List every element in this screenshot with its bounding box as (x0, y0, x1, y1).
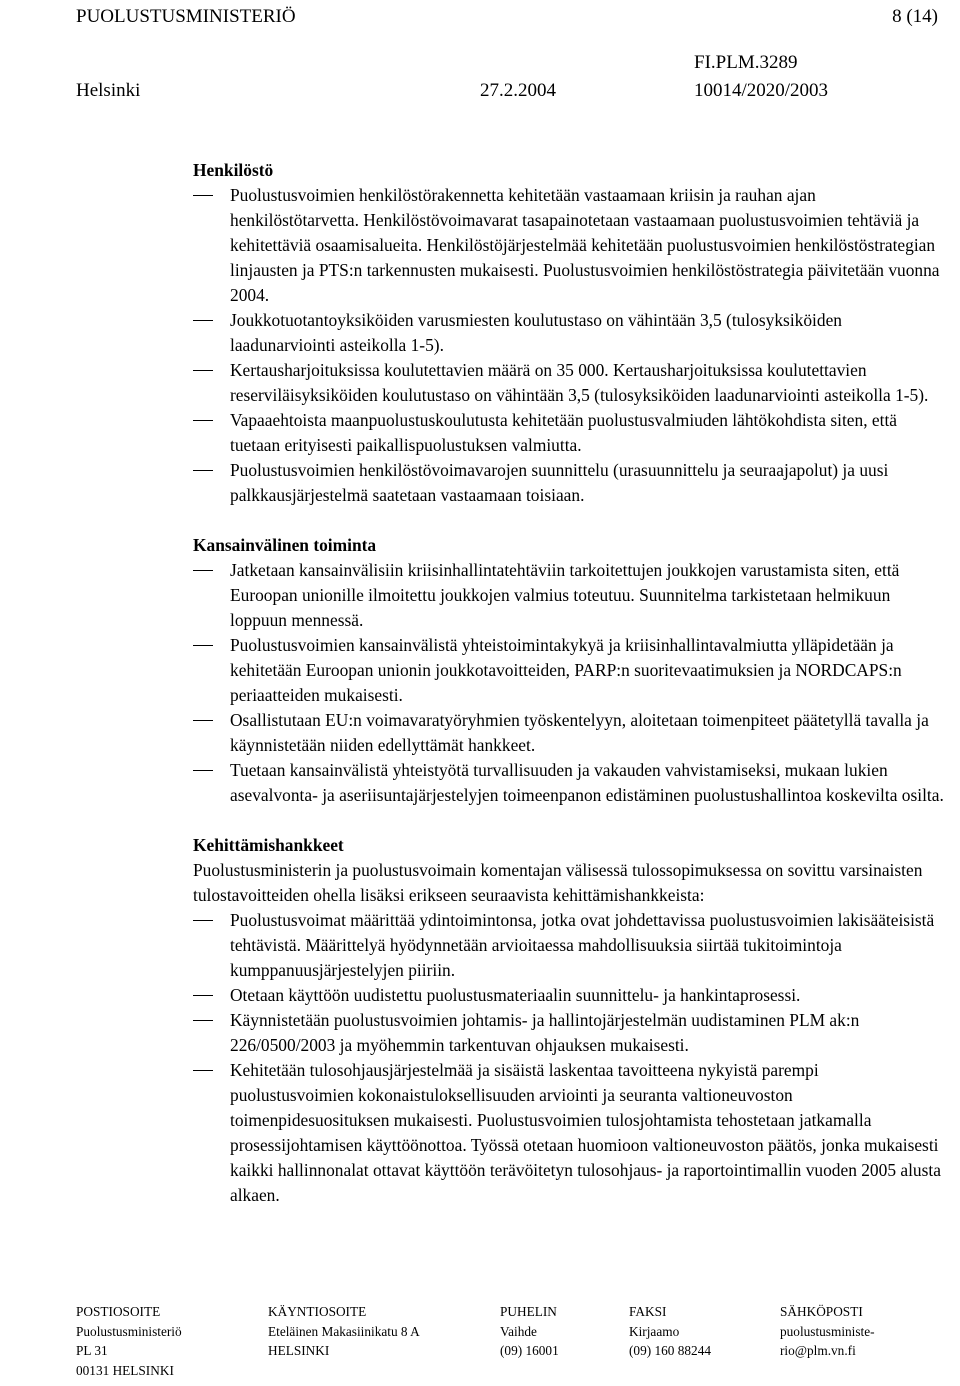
footer-value: puolustusministe- (780, 1323, 875, 1339)
list-item: Joukkotuotantoyksiköiden varusmiesten koulutustaso on vähintään 3,5 (tulosyksiköiden laadunarviointi asteikolla 1-5). (193, 308, 945, 358)
section-kehittamishankkeet (193, 833, 945, 1208)
footer-value: Puolustusministeriö (76, 1323, 182, 1339)
footer-label: SÄHKÖPOSTI (780, 1304, 863, 1319)
list-item: Puolustusvoimien henkilöstörakennetta kehitetään vastaamaan kriisin ja rauhan ajan henkilöstötarvetta. Henkilöstövoimavarat tasapainotetaan vastaamaan puolustusvoimien tehtäviä ja kehitettäviä osaamisalueita. Henkilöstöjärjestelmää kehitetään puolustusvoimien henkilöstöstrategian linjausten ja PTS:n tarkennusten mukaisesti. Puolustusvoimien henkilöstöstrategia päivitetään vuonna 2004. (193, 183, 945, 308)
document-number: 10014/2020/2003 (694, 80, 829, 101)
footer-label: PUHELIN (500, 1304, 557, 1319)
bullet-list (193, 908, 945, 1208)
footer-label: KÄYNTIOSOITE (268, 1304, 367, 1319)
footer-phone (500, 1302, 559, 1361)
footer-fax (629, 1302, 711, 1361)
list-item: Puolustusvoimat määrittää ydintoimintonsa, jotka ovat johdettavissa puolustusvoimien lakisääteisistä tehtävistä. Määrittelyä hyödynnetään arvioitaessa mahdollisuuksia siirtää tukitoimintoja kumppanuusjärjestelyjen piiriin. (193, 908, 945, 983)
section-kansainvalinen (193, 533, 945, 808)
section-intro: Puolustusministerin ja puolustusvoimain komentajan välisessä tulossopimuksessa on sovittu varsinaisten tulostavoitteiden ohella lisäksi erikseen seuraavista kehittämishankkeista: (193, 860, 923, 905)
list-item: Käynnistetään puolustusvoimien johtamis- ja hallintojärjestelmän uudistaminen PLM ak:n 226/0500/2003 ja myöhemmin tarkentuvan ohjauksen mukaisesti. (193, 1008, 945, 1058)
footer-label: POSTIOSOITE (76, 1304, 161, 1319)
footer-value: PL 31 (76, 1343, 108, 1358)
page-number: 8 (14) (892, 6, 938, 27)
list-item: Puolustusvoimien kansainvälistä yhteistoimintakykyä ja kriisinhallintavalmiutta ylläpidetään ja kehitetään Euroopan unionin joukkotavoitteiden, PARP:n suoritevaatimuksien ja NORDCAPS:n periaatteiden mukaisesti. (193, 633, 945, 708)
bullet-list (193, 558, 945, 808)
footer-label: FAKSI (629, 1304, 667, 1319)
list-item: Vapaaehtoista maanpuolustuskoulutusta kehitetään puolustusvalmiuden lähtökohdista siten, että tuetaan erityisesti paikallispuolustuksen valmiutta. (193, 408, 945, 458)
section-title: Kansainvälinen toiminta (193, 535, 377, 555)
section-title: Henkilöstö (193, 160, 274, 180)
footer-value: 00131 HELSINKI (76, 1362, 174, 1378)
list-item: Tuetaan kansainvälistä yhteistyötä turvallisuuden ja vakauden vahvistamiseksi, mukaan lukien asevalvonta- ja aseriisuntajärjestelyjen toimeenpanon edistäminen puolustushallintoa koskevilta osilta. (193, 758, 945, 808)
footer-value: Eteläinen Makasiinikatu 8 A (268, 1323, 420, 1339)
footer-value: HELSINKI (268, 1343, 330, 1358)
city: Helsinki (76, 80, 141, 101)
list-item: Otetaan käyttöön uudistettu puolustusmateriaalin suunnittelu- ja hankintaprosessi. (193, 983, 945, 1008)
footer-value: (09) 160 88244 (629, 1343, 711, 1358)
footer-postal (76, 1302, 182, 1380)
list-item: Kehitetään tulosohjausjärjestelmää ja sisäistä laskentaa tavoitteena nykyistä parempi puolustusvoimien kokonaistuloksellisuuden arviointi ja seuranta valtioneuvoston toimenpidesuosituksen mukaisesti. Puolustusvoimien tulosjohtamista tehostetaan jatkamalla prosessijohtamisen käyttöönottoa. Työssä otetaan huomioon valtioneuvoston päätös, jonka mukaisesti kaikki hallinnonalat ottavat käyttöön terävöitetyn tulosohjaus- ja raportointimallin vuoden 2005 alusta alkaen. (193, 1058, 945, 1208)
footer-value: Vaihde (500, 1323, 537, 1339)
document-date: 27.2.2004 (480, 80, 556, 101)
footer-value: (09) 16001 (500, 1343, 559, 1358)
list-item: Kertausharjoituksissa koulutettavien määrä on 35 000. Kertausharjoituksissa koulutettavien reserviläisyksiköiden koulutustaso on vähintään 3,5 (tulosyksiköiden laadunarviointi asteikolla 1-5). (193, 358, 945, 408)
footer-value: Kirjaamo (629, 1323, 680, 1339)
list-item: Puolustusvoimien henkilöstövoimavarojen suunnittelu (urasuunnittelu ja seuraajapolut) ja uusi palkkausjärjestelmä saatetaan vastaamaan toisiaan. (193, 458, 945, 508)
footer-value: rio@plm.vn.fi (780, 1343, 856, 1358)
organization-name: PUOLUSTUSMINISTERIÖ (76, 6, 296, 27)
reference-code: FI.PLM.3289 (694, 52, 798, 73)
section-title: Kehittämishankkeet (193, 835, 344, 855)
footer-email (780, 1302, 875, 1361)
list-item: Osallistutaan EU:n voimavaratyöryhmien työskentelyyn, aloitetaan toimenpiteet päätetyllä tavalla ja käynnistetään niiden edellyttämät hankkeet. (193, 708, 945, 758)
list-item: Jatketaan kansainvälisiin kriisinhallintatehtäviin tarkoitettujen joukkojen varustamista siten, että Euroopan unionille ilmoitettu joukkojen valmius toteutuu. Suunnitelma tarkistetaan helmikuun loppuun mennessä. (193, 558, 945, 633)
document-body (193, 158, 945, 1233)
section-henkilosto (193, 158, 945, 508)
bullet-list (193, 183, 945, 508)
footer-visit (268, 1302, 420, 1361)
